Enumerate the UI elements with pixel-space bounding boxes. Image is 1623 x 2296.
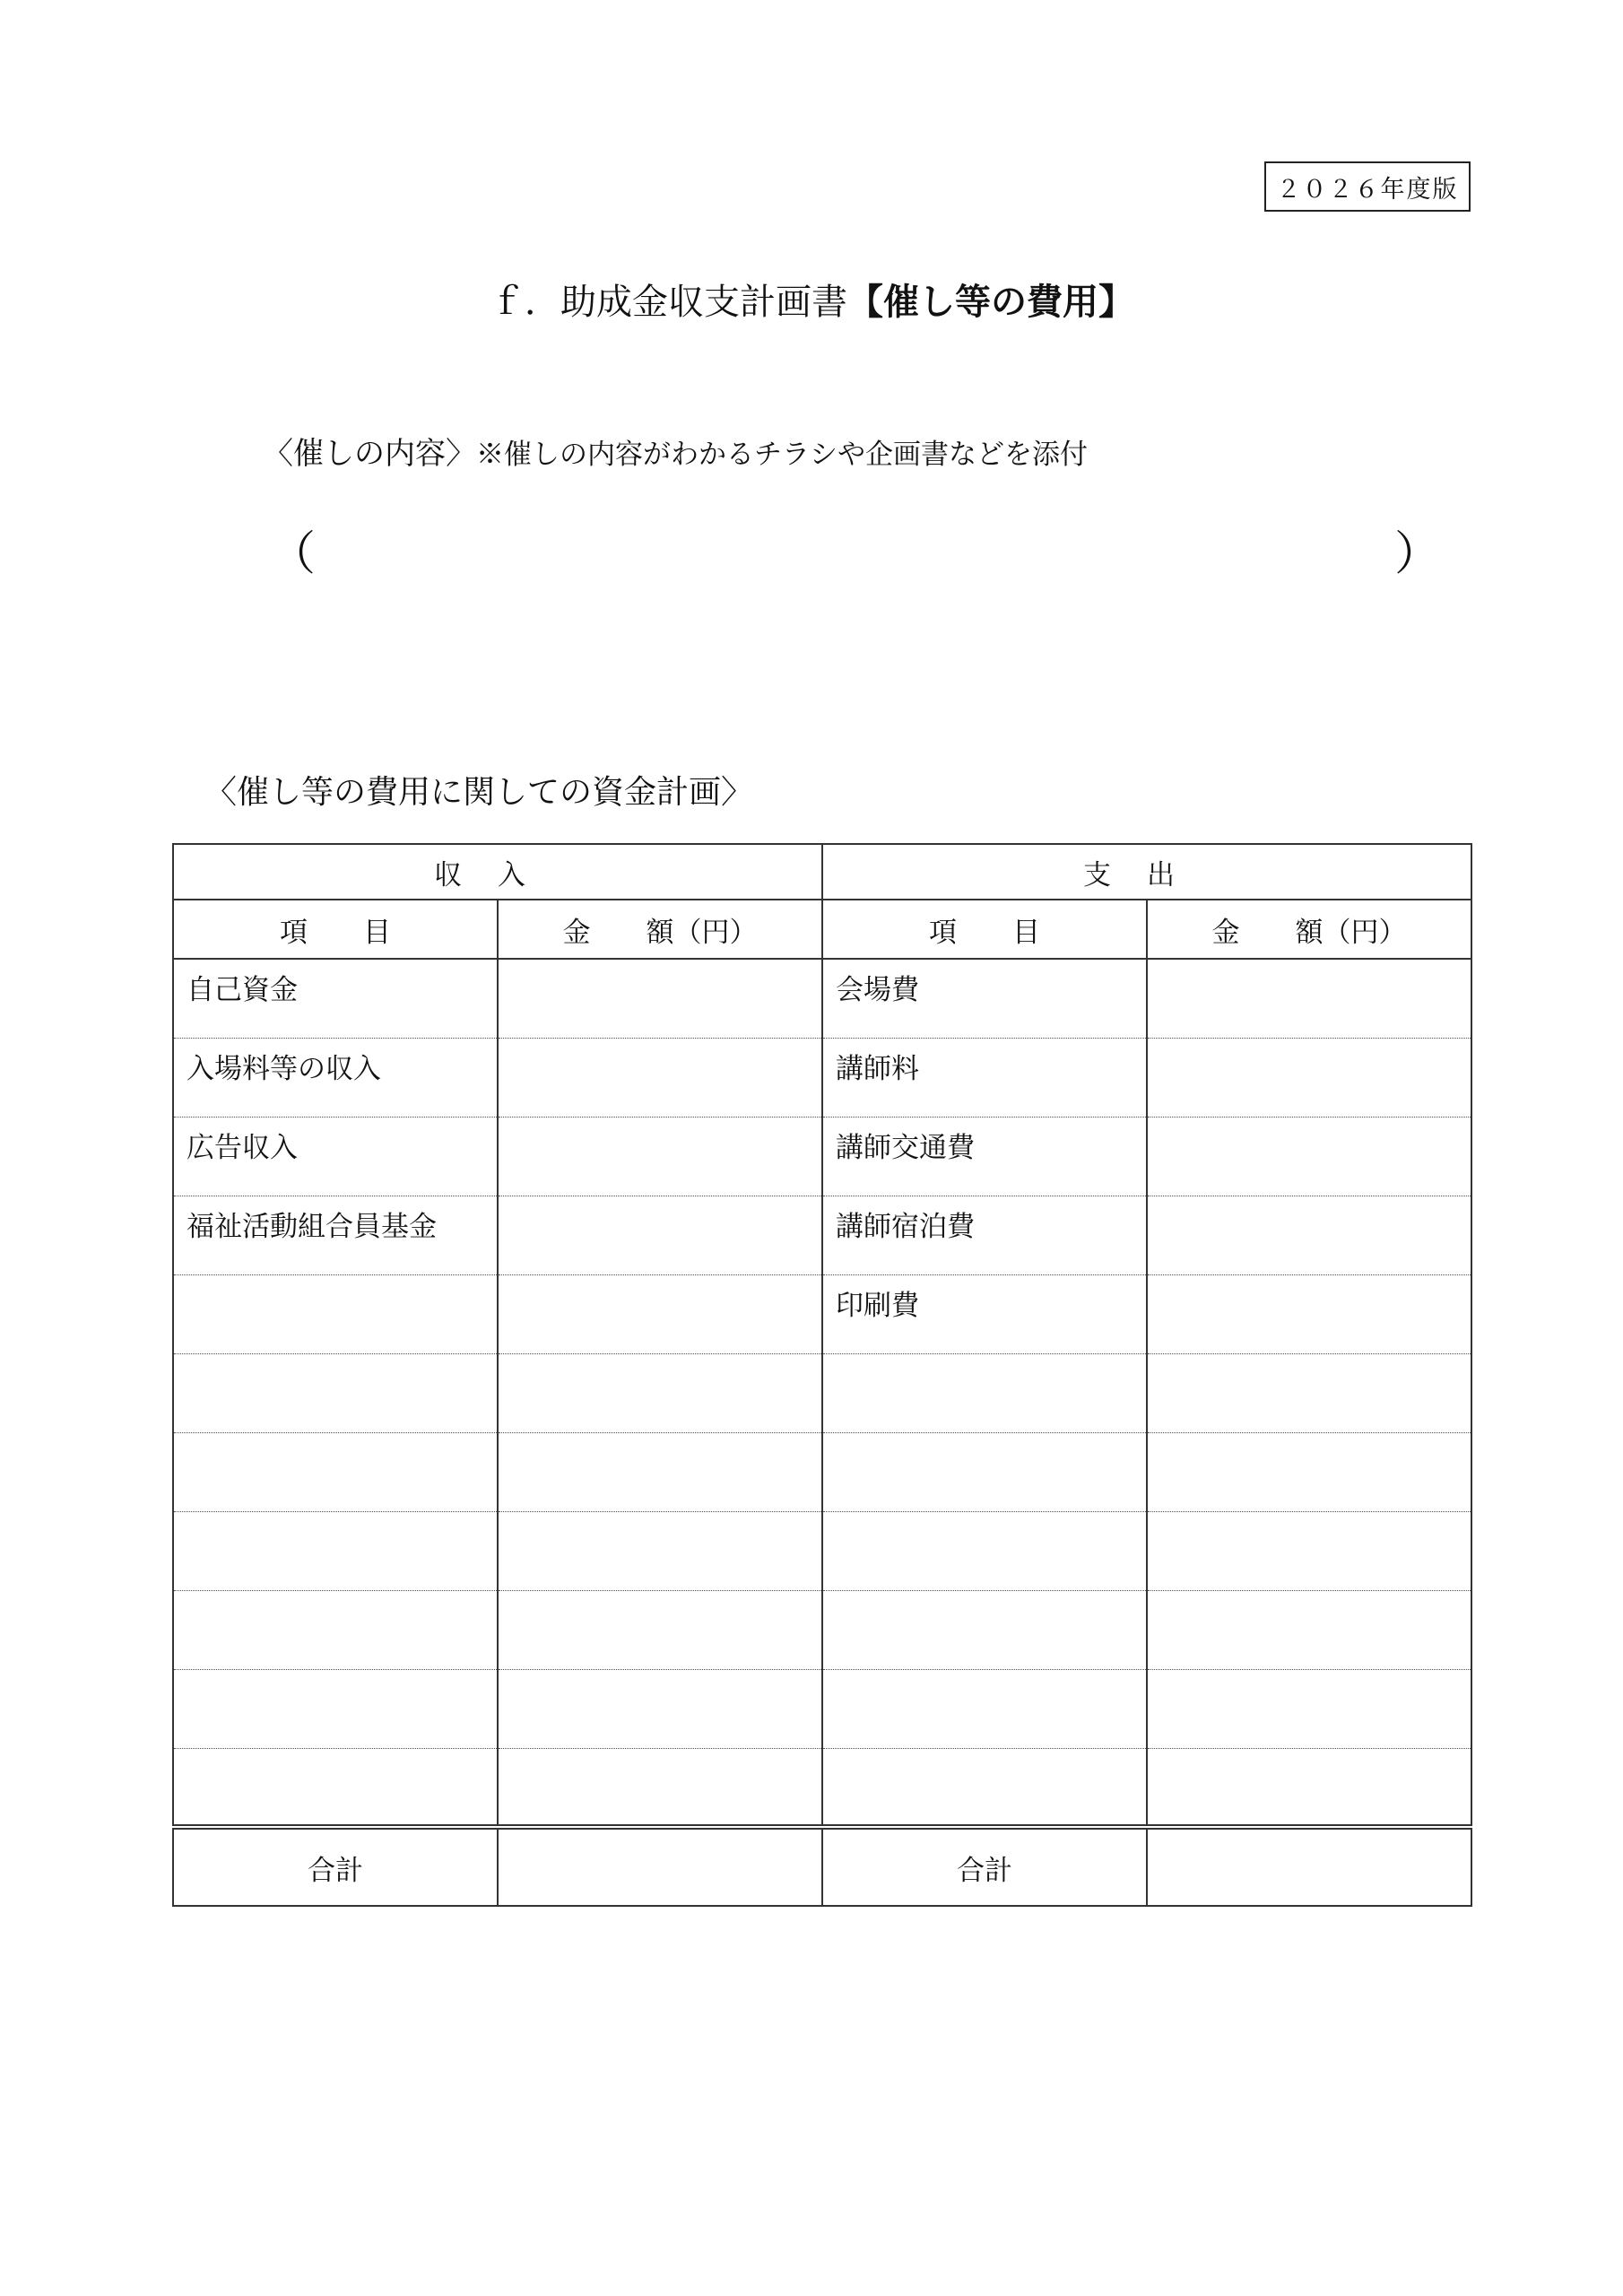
title-sub: 【催し等の費用】 (847, 281, 1134, 323)
income-amount-cell[interactable] (498, 1432, 822, 1511)
income-amount-cell[interactable] (498, 1274, 822, 1353)
table-row (173, 1196, 1471, 1274)
expense-amount-cell[interactable] (1147, 1748, 1471, 1827)
table-row (173, 1590, 1471, 1669)
expense-amount-cell[interactable] (1147, 1511, 1471, 1590)
funding-plan-heading: 〈催し等の費用に関しての資金計画〉 (204, 774, 754, 811)
expense-item-cell (822, 1669, 1147, 1748)
income-amount-cell[interactable] (498, 1669, 822, 1748)
table-row (173, 1274, 1471, 1353)
expense-amount-cell[interactable] (1147, 1432, 1471, 1511)
expense-amount-cell[interactable] (1147, 1353, 1471, 1432)
income-amount-cell[interactable] (498, 1590, 822, 1669)
income-item-cell: 自己資金 (173, 959, 498, 1038)
income-item-cell (173, 1353, 498, 1432)
expense-amount-cell[interactable] (1147, 1196, 1471, 1274)
income-item-cell (173, 1590, 498, 1669)
title-main: ｆ．助成金収支計画書 (489, 282, 847, 323)
expense-amount-cell[interactable] (1147, 1274, 1471, 1353)
expense-total-label: 合計 (822, 1827, 1147, 1906)
expense-item-cell (822, 1511, 1147, 1590)
content-paren-close: ） (1394, 527, 1442, 581)
income-item-cell (173, 1748, 498, 1827)
expense-amount-cell[interactable] (1147, 1669, 1471, 1748)
expense-item-cell (822, 1590, 1147, 1669)
expense-amount-column-header: 金 額（円） (1147, 900, 1471, 959)
edition-label: ２０２６年度版 (1264, 161, 1471, 212)
budget-table (172, 843, 1472, 1907)
expense-amount-cell[interactable] (1147, 1590, 1471, 1669)
income-total-label: 合計 (173, 1827, 498, 1906)
event-content-note: ※催しの内容がわかるチラシや企画書などを添付 (476, 439, 1088, 471)
income-amount-column-header: 金 額（円） (498, 900, 822, 959)
income-item-cell (173, 1432, 498, 1511)
income-item-cell (173, 1669, 498, 1748)
income-item-cell (173, 1511, 498, 1590)
income-amount-cell[interactable] (498, 959, 822, 1038)
table-row (173, 1511, 1471, 1590)
income-amount-cell[interactable] (498, 1511, 822, 1590)
income-item-column-header: 項 目 (173, 900, 498, 959)
income-header: 収入 (173, 844, 822, 900)
table-row (173, 1353, 1471, 1432)
expense-header: 支出 (822, 844, 1471, 900)
income-total-amount[interactable] (498, 1827, 822, 1906)
expense-amount-cell[interactable] (1147, 959, 1471, 1038)
expense-item-cell (822, 1432, 1147, 1511)
income-amount-cell[interactable] (498, 1196, 822, 1274)
income-amount-cell[interactable] (498, 1038, 822, 1117)
event-content-label: 〈催しの内容〉 (263, 436, 476, 472)
expense-item-cell: 講師交通費 (822, 1117, 1147, 1196)
table-row (173, 1038, 1471, 1117)
table-row (173, 1669, 1471, 1748)
expense-item-cell: 講師宿泊費 (822, 1196, 1147, 1274)
page-title (0, 274, 1623, 325)
income-amount-cell[interactable] (498, 1117, 822, 1196)
expense-item-cell: 印刷費 (822, 1274, 1147, 1353)
event-content-heading (263, 429, 1088, 473)
income-item-cell: 広告収入 (173, 1117, 498, 1196)
content-paren-open: （ (269, 527, 317, 581)
expense-amount-cell[interactable] (1147, 1117, 1471, 1196)
table-row (173, 1748, 1471, 1827)
income-amount-cell[interactable] (498, 1353, 822, 1432)
table-row (173, 1432, 1471, 1511)
income-item-cell: 福祉活動組合員基金 (173, 1196, 498, 1274)
expense-amount-cell[interactable] (1147, 1038, 1471, 1117)
expense-item-cell (822, 1748, 1147, 1827)
expense-item-cell: 会場費 (822, 959, 1147, 1038)
table-row (173, 959, 1471, 1038)
expense-item-cell (822, 1353, 1147, 1432)
income-amount-cell[interactable] (498, 1748, 822, 1827)
table-row (173, 1117, 1471, 1196)
expense-item-cell: 講師料 (822, 1038, 1147, 1117)
income-item-cell (173, 1274, 498, 1353)
income-item-cell: 入場料等の収入 (173, 1038, 498, 1117)
expense-total-amount[interactable] (1147, 1827, 1471, 1906)
budget-item-rows (173, 959, 1471, 1827)
expense-item-column-header: 項 目 (822, 900, 1147, 959)
